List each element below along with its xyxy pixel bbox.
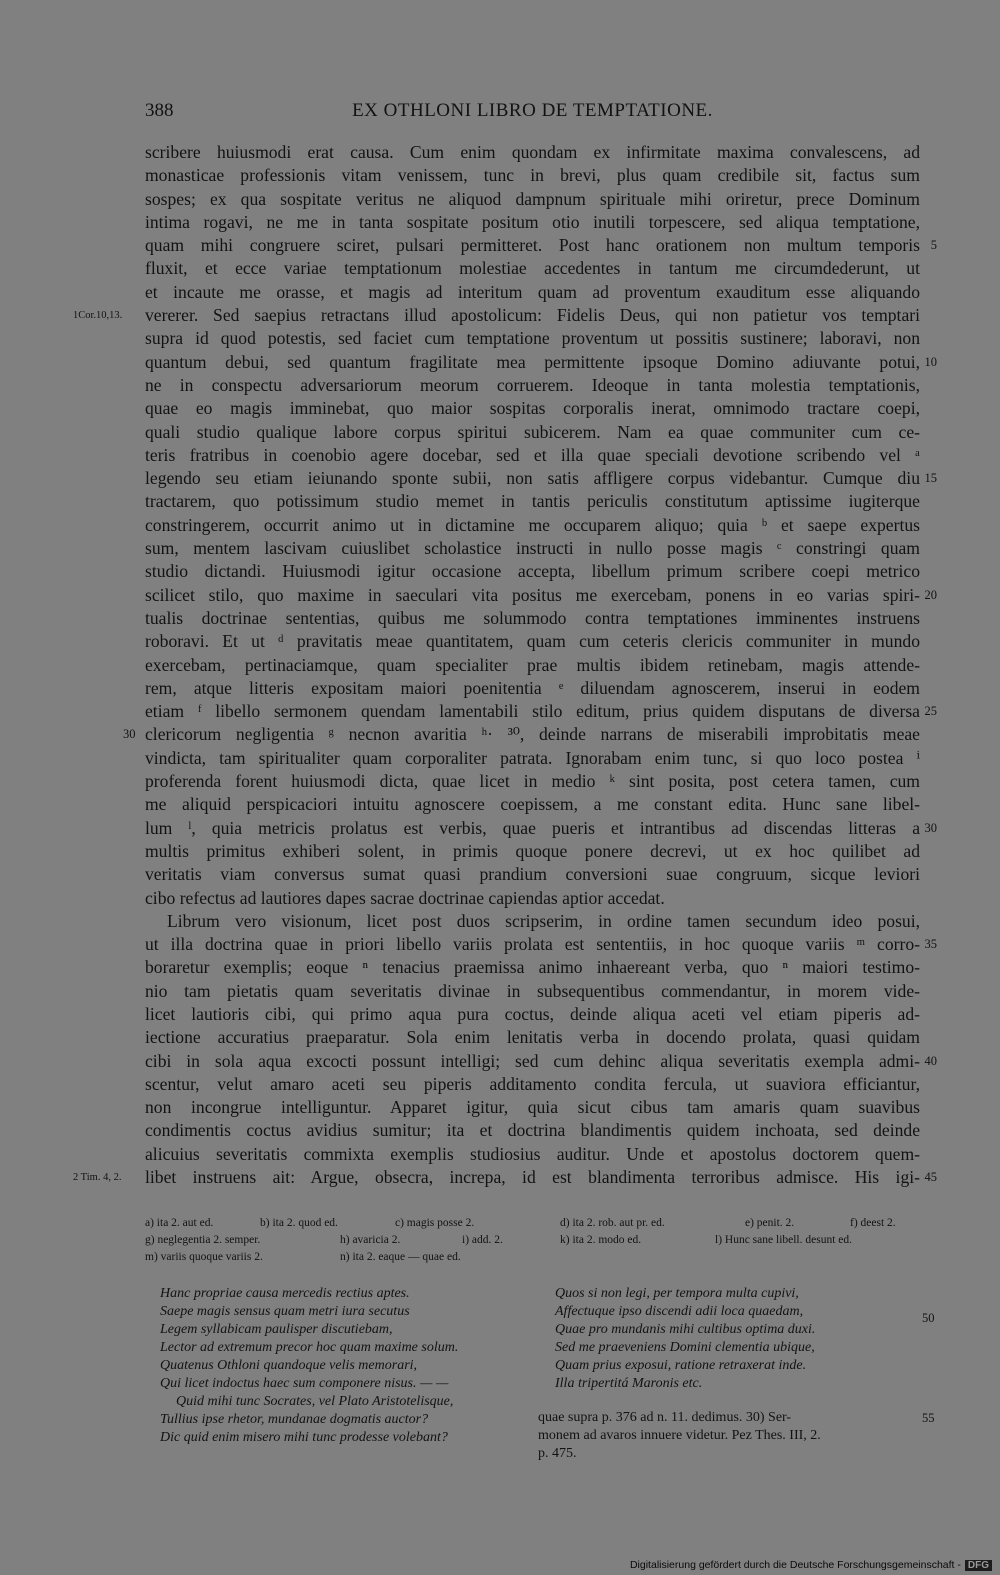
verse-left-line: Quid mihi tunc Socrates, vel Plato Aristotelisque,	[176, 1394, 454, 1409]
text-line-content: monasticae professionis vitam venissem, tunc in brevi, plus quam credibile sit, factus sum	[145, 165, 920, 186]
text-line	[145, 514, 920, 537]
text-line	[145, 257, 920, 280]
text-line	[145, 863, 920, 886]
verse-left-line: Saepe magis sensus quam metri iura secutus	[160, 1304, 410, 1319]
footnote-f: f) deest 2.	[850, 1217, 896, 1229]
text-line	[145, 770, 920, 793]
text-line	[145, 141, 920, 164]
text-line	[145, 956, 920, 979]
text-line-content: nio tam pietatis quam severitatis divinae in subsequentibus commendantur, in morem vide-	[145, 980, 920, 1001]
main-text-body	[73, 141, 937, 1189]
verse-left-line: Legem syllabicam paulisper discutiebam,	[160, 1322, 393, 1337]
text-line-content: exercebam, pertinaciamque, quam specialiter prae multis ibidem retinebam, magis attende-	[145, 654, 920, 675]
text-line	[145, 980, 920, 1003]
text-line	[145, 887, 920, 910]
text-line	[145, 654, 920, 677]
text-line-content: Librum vero visionum, licet post duos scripserim, in ordine tamen secundum ideo posui,	[167, 910, 920, 931]
text-line-content: alicuius severitatis commixta exemplis studiosius auditur. Unde et apostolus doctorem quem-	[145, 1143, 920, 1164]
verse-right-line: Affectuque ipso discendi adii loca quaedam,	[555, 1304, 804, 1319]
footnote-c: c) magis posse 2.	[395, 1217, 475, 1229]
footnote-row	[145, 1232, 925, 1249]
dfg-logo: DFG	[965, 1560, 992, 1571]
text-line	[145, 700, 937, 723]
footnote-m: m) variis quoque variis 2.	[145, 1251, 263, 1263]
verse-left-line: Hanc propriae causa mercedis rectius aptes.	[160, 1286, 410, 1301]
text-line-content: cibi in sola aqua excocti possunt intelligi; sed cum dehinc aliqua severitatis exempla admi-	[145, 1050, 920, 1071]
text-line-content: rem, atque litteris expositam maiori poenitentia ᵉ diluendam agnoscerem, inserui in eodem	[145, 677, 920, 698]
text-line-content: lum ˡ, quia metricis prolatus est verbis, quae pueris et intrantibus ad discendas litteras a	[145, 817, 920, 838]
text-line-content: libet instruens ait: Argue, obsecra, increpa, id est blandimenta terroribus admisce. His igi-	[145, 1167, 920, 1188]
verse-right-line: Quae pro mundanis mihi cultibus optima duxi.	[555, 1322, 816, 1337]
text-line	[145, 281, 920, 304]
text-line	[145, 793, 920, 816]
text-line-content: non incongrue intelliguntur. Apparet igitur, quia sicut cibus tam amaris quam suavibus	[145, 1097, 920, 1118]
text-line-content: sospes; ex qua sospitate veritus ne aliquod dampnum spirituale mihi oriretur, prece Dominum	[145, 188, 920, 209]
text-line-content: legendo seu etiam ieiunando sponte subii, non satis affligere corpus videbantur. Cumque diu	[145, 468, 920, 489]
text-line	[145, 421, 920, 444]
text-line	[145, 840, 920, 863]
text-line	[145, 630, 920, 653]
text-line-content: licet lautioris cibi, qui primo aqua pura coctus, deinde aliqua aceti vel etiam piperis ad-	[145, 1003, 920, 1024]
footnote-l: l) Hunc sane libell. desunt ed.	[715, 1234, 853, 1246]
text-line-content: clericorum negligentia ᵍ necnon avaritia ʰ· ³⁰, deinde narrans de miserabili improbitatis meae	[145, 724, 920, 745]
text-line-content: etiam ᶠ libello sermonem quendam lamentabili stilo editum, prius quidem disputans de diversa	[145, 701, 920, 722]
text-line-content: ut illa doctrina quae in priori libello variis prolata est sententiis, in hoc quoque variis ᵐ corro-	[145, 934, 920, 955]
digitization-credit	[630, 1559, 992, 1571]
text-line	[145, 560, 920, 583]
text-line-content: tualis doctrinae sententias, quibus me solummodo contra temptationes imminentes instruens	[145, 607, 920, 628]
text-line	[145, 933, 937, 956]
line-number-right: 25	[924, 704, 937, 719]
footnote-n: n) ita 2. eaque — quae ed.	[340, 1251, 461, 1263]
footnote-b: b) ita 2. quod ed.	[260, 1217, 338, 1229]
text-line-content: scilicet stilo, quo maxime in saeculari vita positus me exercebam, ponens in eo varias spiri-	[145, 584, 920, 605]
text-line	[145, 211, 920, 234]
verse-left-line: Qui licet indoctus haec sum componere nisus. — —	[160, 1376, 449, 1391]
line-number-right: 35	[924, 937, 937, 952]
text-line	[145, 910, 920, 933]
verse-right-line: Quam prius exposui, ratione retraxerat inde.	[555, 1358, 807, 1373]
text-line	[145, 747, 920, 770]
footnote-row	[145, 1215, 925, 1232]
editor-note-line: quae supra p. 376 ad n. 11. dedimus. 30) Ser-	[538, 1410, 792, 1425]
text-line	[145, 1119, 920, 1142]
text-line	[145, 467, 937, 490]
text-line-content: sum, mentem lascivam cuiuslibet scholastice instructi in nullo posse magis ᶜ constringi quam	[145, 538, 920, 559]
text-line-content: cibo refectus ad lautiores dapes sacrae doctrinae capiendas aptior accedat.	[145, 887, 665, 908]
text-line-content: quali studio qualique labore corpus spiritui subicerem. Nam ea quae communiter cum ce-	[145, 421, 920, 442]
text-line	[145, 817, 937, 840]
verse-left-line: Quatenus Othloni quandoque velis memorari,	[160, 1358, 418, 1373]
page-number: 388	[145, 100, 174, 121]
verse-right-line: Sed me praeveniens Domini clementia ubique,	[555, 1340, 815, 1355]
line-number-right: 20	[924, 587, 937, 602]
page-header	[145, 100, 920, 130]
footnote-a: a) ita 2. aut ed.	[145, 1217, 214, 1229]
text-line	[145, 188, 920, 211]
footnote-i: i) add. 2.	[462, 1234, 503, 1246]
text-line-content: vindicta, tam spiritualiter quam corporaliter patrata. Ignorabam enim tunc, si quo loco postea ⁱ	[145, 747, 920, 768]
text-line	[73, 1166, 937, 1189]
running-title: EX OTHLONI LIBRO DE TEMPTATIONE.	[352, 100, 713, 121]
line-number-right: 30	[924, 820, 937, 835]
text-line-content: et incaute me orasse, et magis ad interitum quam ad proventum exauditum esse aliquando	[145, 281, 920, 302]
text-line-content: multis primitus exhiberi solent, in primis quoque ponere decrevi, ut ex hoc quilibet ad	[145, 840, 920, 861]
text-line-content: proferenda forent huiusmodi dicta, quae licet in medio ᵏ sint posita, post cetera tamen, cum	[145, 771, 920, 792]
line-number-left: 30	[123, 727, 136, 742]
line-number-right: 40	[924, 1053, 937, 1068]
credit-text: Digitalisierung gefördert durch die Deutsche Forschungsgemeinschaft -	[629, 1559, 961, 1571]
footnote-k: k) ita 2. modo ed.	[560, 1234, 642, 1246]
text-line-content: vererer. Sed saepius retractans illud apostolicum: Fidelis Deus, qui non patietur vos temptari	[145, 305, 920, 326]
text-line	[145, 234, 937, 257]
footnote-h: h) avaricia 2.	[340, 1234, 401, 1246]
text-line	[145, 490, 920, 513]
text-line	[145, 1073, 920, 1096]
text-line	[145, 351, 937, 374]
text-line	[145, 1026, 920, 1049]
text-line	[73, 304, 920, 327]
editor-note-line: monem ad avaros innuere videtur. Pez Thes. III, 2.	[538, 1428, 821, 1443]
text-line-content: iectione accuratius praeparatur. Sola enim lenitatis verba in docendo prolata, quasi quidam	[145, 1027, 920, 1048]
text-line	[145, 537, 920, 560]
text-line-content: intima rogavi, ne me in tanta sospitate positum otio inutili torpescere, sed aliqua temptatione,	[145, 211, 920, 232]
footnotes	[145, 1215, 925, 1266]
verse-left-line: Dic quid enim misero mihi tunc prodesse volebant?	[160, 1430, 448, 1445]
text-line-content: constringerem, occurrit animo ut in dictamine me occuparem aliquo; quia ᵇ et saepe expertus	[145, 514, 920, 535]
footnote-row	[145, 1249, 925, 1266]
text-line-content: ne in conspectu adversariorum meorum corruerem. Ideoque in tanta molestia temptationis,	[145, 374, 920, 395]
line-number-50: 50	[922, 1311, 935, 1325]
line-number-55: 55	[922, 1411, 935, 1425]
text-line-content: me aliquid perspicaciori intuitu agnoscere coepissem, a me constant edita. Hunc sane libel-	[145, 794, 920, 815]
text-line-content: studio dictandi. Huiusmodi igitur occasione accepta, libellum primum scribere coepi metrico	[145, 561, 920, 582]
text-line-content: quae eo magis imminebat, quo maior sospitas corporalis inerat, omnimodo tractare coepi,	[145, 398, 920, 419]
text-line-content: boraretur exemplis; eoque ⁿ tenacius praemissa animo inhaereant verba, quo ⁿ maiori testimo-	[145, 957, 920, 978]
scripture-reference: 1Cor.10,13.	[73, 310, 123, 322]
text-line	[145, 444, 920, 467]
verse-right-line: Quos si non legi, per tempora multa cupivi,	[555, 1286, 799, 1301]
line-number-right: 10	[924, 354, 937, 369]
verse-left-line: Tullius ipse rhetor, mundanae dogmatis auctor?	[160, 1412, 429, 1427]
text-line-content: fluxit, et ecce variae temptationum molestiae accedentes in tantum me circumdederunt, ut	[145, 258, 920, 279]
verse-right-line: Illa tripertitá Maronis etc.	[555, 1376, 703, 1391]
line-number-right: 5	[930, 238, 937, 253]
text-line	[145, 607, 920, 630]
verse-left-line: Lector ad extremum precor hoc quam maxime solum.	[160, 1340, 459, 1355]
text-line-content: teris fratribus in coenobio agere docebar, sed et illa quae speciali devotione scribendo vel ᵃ	[145, 444, 920, 465]
text-line	[145, 1096, 920, 1119]
text-line-content: quam mihi congruere sciret, pulsari permitteret. Post hanc orationem non multum temporis	[145, 235, 920, 256]
text-line	[145, 1143, 920, 1166]
text-line-content: roboravi. Et ut ᵈ pravitatis meae quantitatem, quam cum ceteris clericis communiter in mundo	[145, 631, 920, 652]
line-number-right: 15	[924, 471, 937, 486]
text-line-content: scribere huiusmodi erat causa. Cum enim quondam ex infirmitate maxima convalescens, ad	[145, 142, 920, 162]
text-line	[145, 327, 920, 350]
text-line-content: supra id quod potestis, sed faciet cum temptatione proventum ut possitis sustinere; laboravi, non	[145, 328, 920, 349]
text-line-content: veritatis viam conversus sumat quasi prandium conversioni suae congruum, sicque leviori	[145, 864, 920, 885]
text-line-content: tractarem, quo potissimum studio memet in tantis periculis constitutum aptissime iugiterque	[145, 491, 920, 512]
text-line-content: scentur, velut amaro aceti seu piperis additamento condita fercula, ut suaviora efficiantur,	[145, 1073, 920, 1094]
editor-note-line: p. 475.	[538, 1446, 577, 1461]
text-line	[145, 374, 920, 397]
text-line	[145, 164, 920, 187]
text-line	[145, 1003, 920, 1026]
text-line	[145, 584, 937, 607]
text-line	[145, 1050, 937, 1073]
text-line	[123, 723, 920, 746]
footnote-d: d) ita 2. rob. aut pr. ed.	[560, 1217, 665, 1229]
text-line-content: quantum debui, sed quantum fragilitate mea permittente ipsoque Domino adiuvante potui,	[145, 351, 920, 372]
text-line-content: condimentis coctus avidius sumitur; ita et doctrina blandimentis quidem inchoata, sed deinde	[145, 1120, 920, 1141]
text-line	[145, 397, 920, 420]
scripture-reference: 2 Tim. 4, 2.	[73, 1172, 122, 1184]
line-number-right: 45	[924, 1170, 937, 1185]
footnote-e: e) penit. 2.	[745, 1217, 795, 1229]
text-line	[145, 677, 920, 700]
footnote-g: g) neglegentia 2. semper.	[145, 1234, 261, 1246]
